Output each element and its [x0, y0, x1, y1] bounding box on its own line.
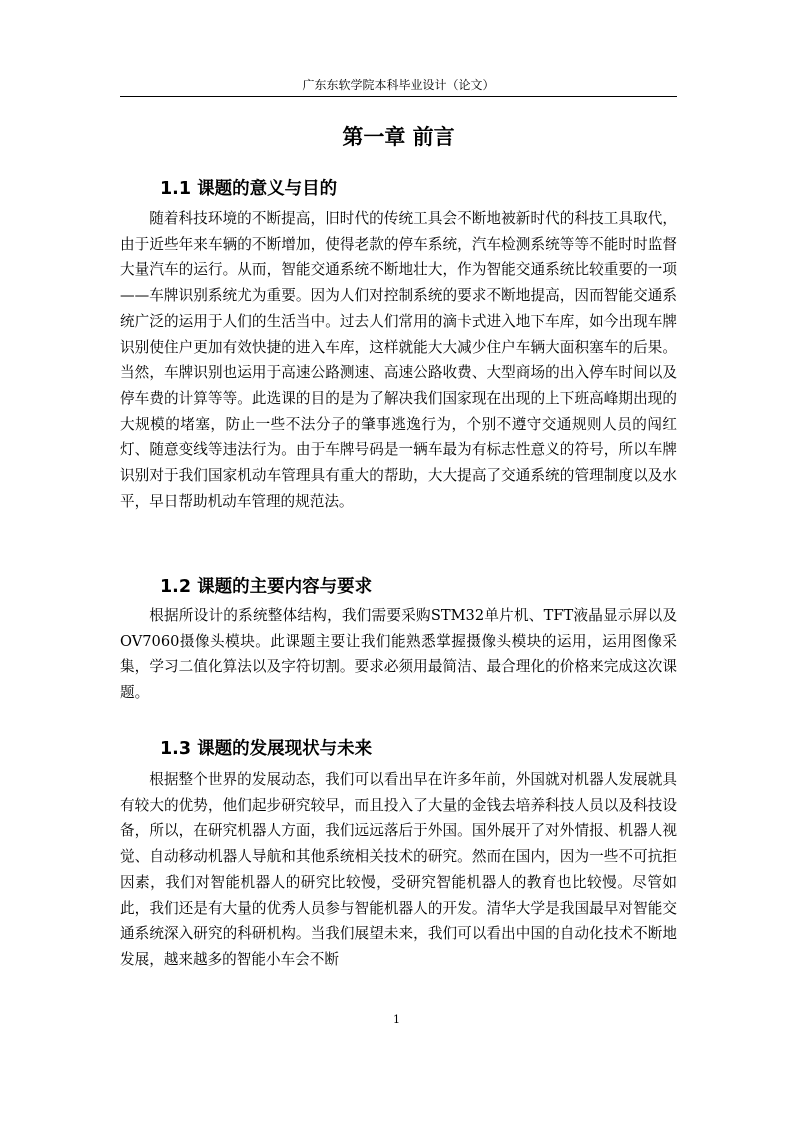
- section-paragraph-1-3: 根据整个世界的发展动态，我们可以看出早在许多年前，外国就对机器人发展就具有较大的优势，他们起步研究较早，而且投入了大量的金钱去培养科技人员以及科技设备，所以，在研究机器人方面，我们远远落后于外国。国外展开了对外情报、机器人视觉、自动移动机器人导航和其他系统相关技术的研究。然而在国内，因为一些不可抗拒因素，我们对智能机器人的研究比较慢，受研究智能机器人的教育也比较慢。尽管如此，我们还是有大量的优秀人员参与智能机器人的开发。清华大学是我国最早对智能交通系统深入研究的科研机构。当我们展望未来，我们可以看出中国的自动化技术不断地发展，越来越多的智能小车会不断: [120, 771, 677, 968]
- header-rule: [120, 96, 677, 97]
- section-title-1-2: 1.2 课题的主要内容与要求: [160, 577, 373, 597]
- section-title-1-3: 1.3 课题的发展现状与未来: [160, 739, 373, 759]
- chapter-title: 第一章 前言: [342, 125, 455, 149]
- page-number: 1: [393, 1013, 400, 1026]
- section-paragraph-1-2: 根据所设计的系统整体结构，我们需要采购STM32单片机、TFT液晶显示屏以及OV7060摄像头模块。此课题主要让我们能熟悉掌握摄像头模块的运用，运用图像采集，学习二值化算法以及字符切割。要求必须用最简洁、最合理化的价格来完成这次课题。: [120, 607, 677, 702]
- running-header: 广东东软学院本科毕业设计（论文）: [302, 78, 495, 92]
- section-title-1-1: 1.1 课题的意义与目的: [160, 179, 338, 199]
- section-paragraph-1-1: 随着科技环境的不断提高，旧时代的传统工具会不断地被新时代的科技工具取代，由于近些年来车辆的不断增加，使得老款的停车系统，汽车检测系统等等不能时时监督大量汽车的运行。从而，智能交通系统不断地壮大，作为智能交通系统比较重要的一项——车牌识别系统尤为重要。因为人们对控制系统的要求不断地提高，因而智能交通系统广泛的运用于人们的生活当中。过去人们常用的滴卡式进入地下车库，如今出现车牌识别使住户更加有效快捷的进入车库，这样就能大大减少住户车辆大面积塞车的后果。当然，车牌识别也运用于高速公路测速、高速公路收费、大型商场的出入停车时间以及停车费的计算等等。此选课的目的是为了解决我们国家现在出现的上下班高峰期出现的大规模的堵塞，防止一些不法分子的肇事逃逸行为，个别不遵守交通规则人员的闯红灯、随意变线等违法行为。由于车牌号码是一辆车最为有标志性意义的符号，所以车牌识别对于我们国家机动车管理具有重大的帮助，大大提高了交通系统的管理制度以及水平，早日帮助机动车管理的规范法。: [120, 210, 677, 510]
